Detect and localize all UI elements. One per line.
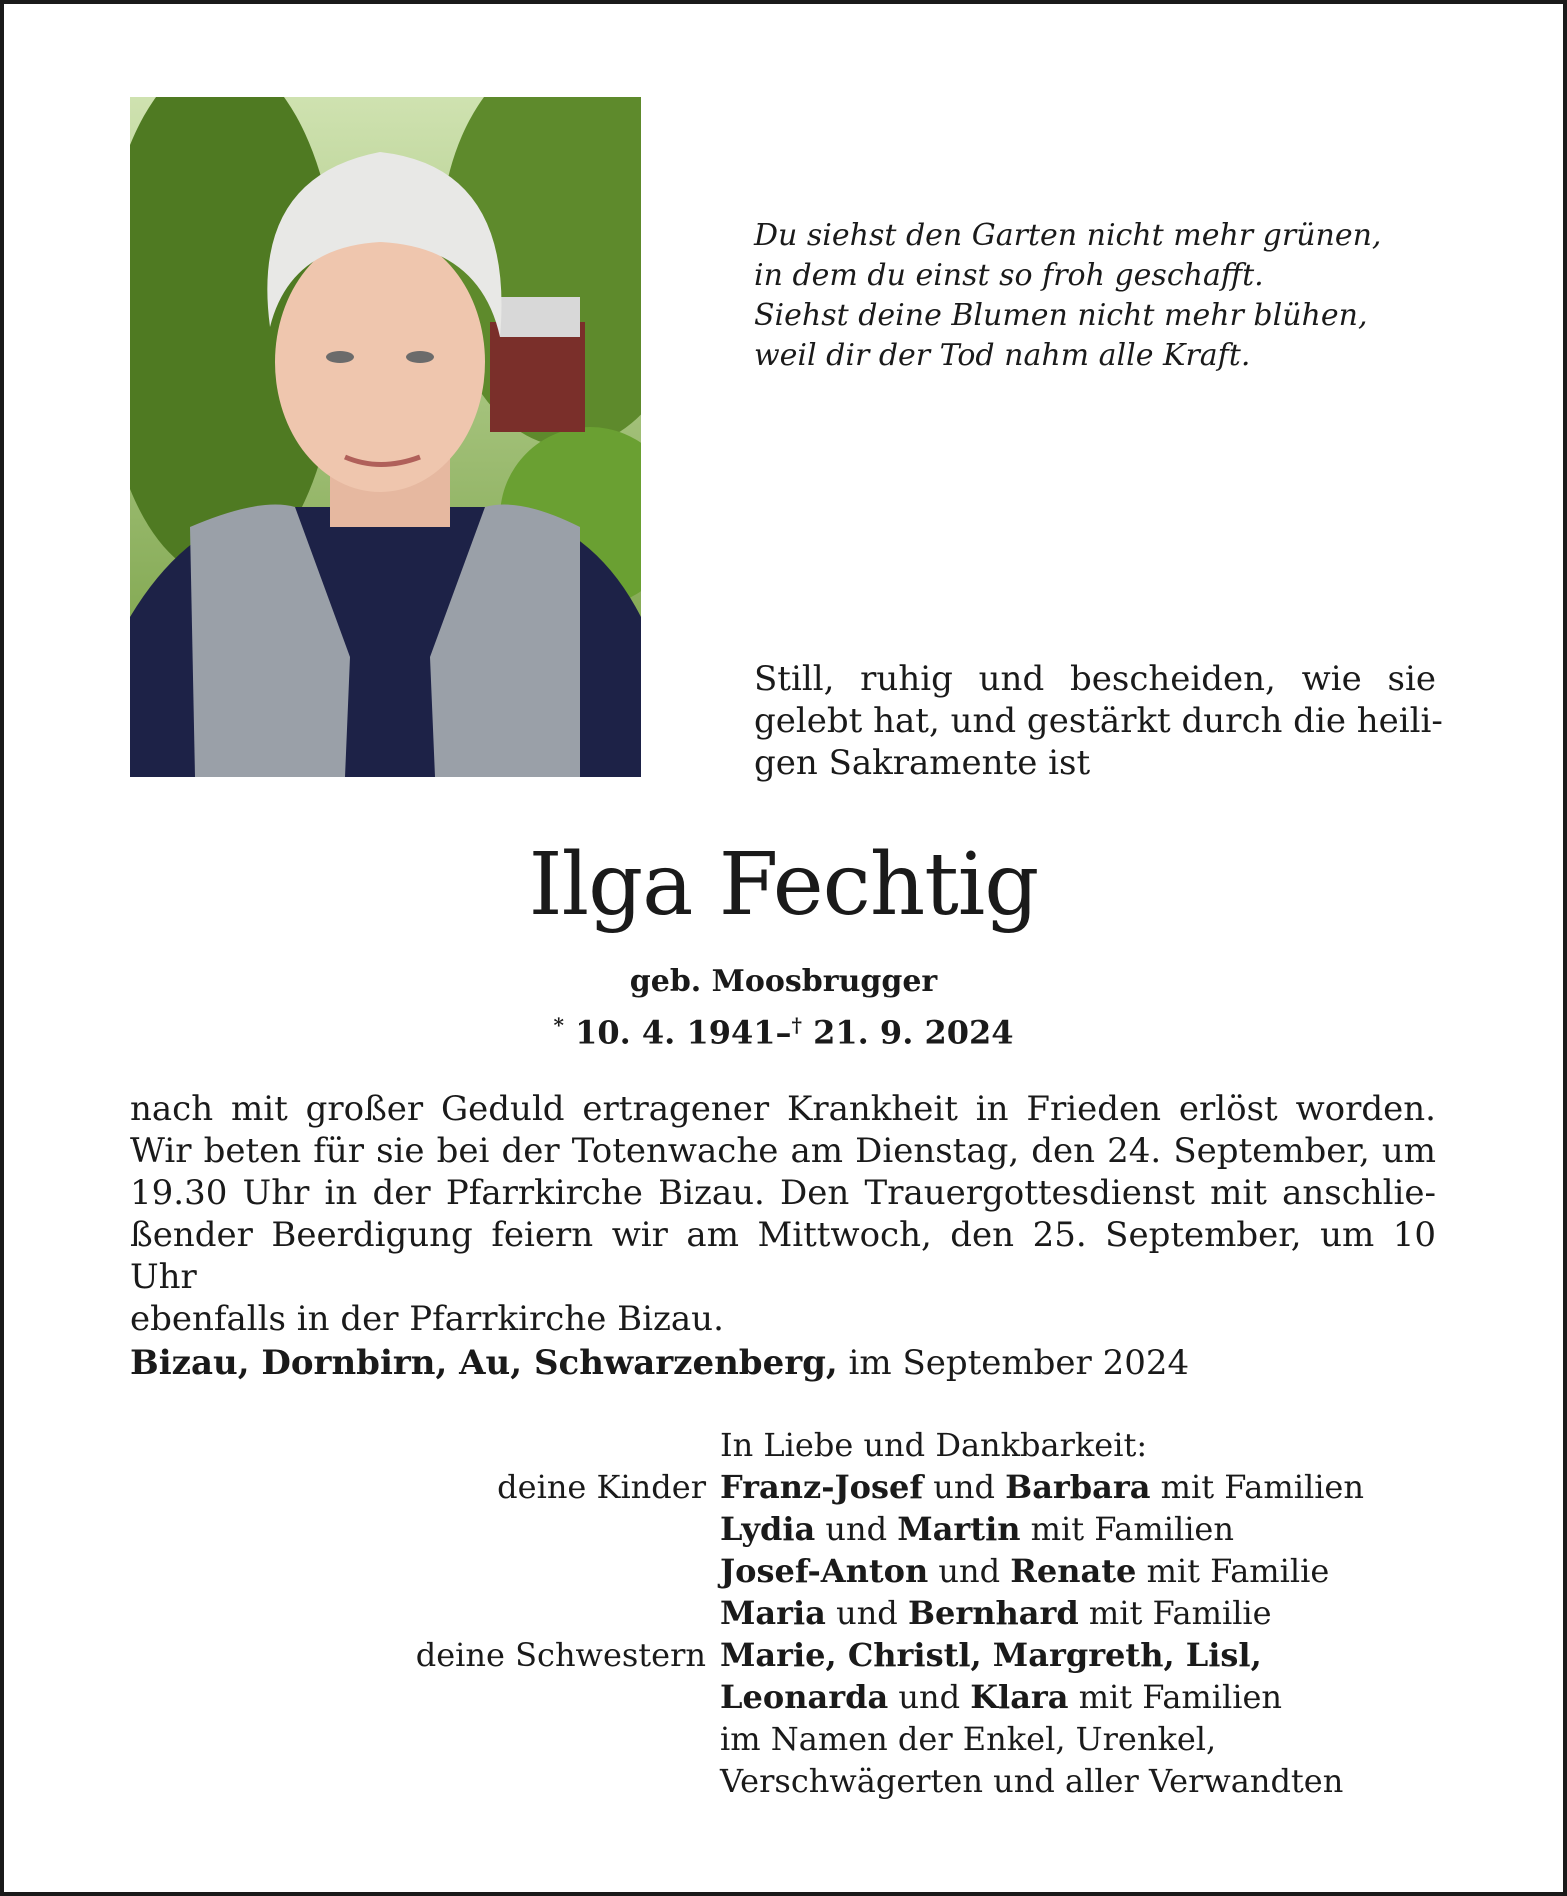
mourner-row: [130, 1508, 1436, 1550]
children-label: deine Kinder: [497, 1468, 706, 1506]
child-name: Lydia: [720, 1510, 816, 1548]
sibling-names: Marie, Christl, Margreth, Lisl,: [720, 1636, 1262, 1674]
family-suffix: mit Familie: [1088, 1594, 1272, 1632]
birth-date: 10. 4. 1941: [575, 1013, 776, 1052]
body-line: 19.30 Uhr in der Pfarrkirche Bizau. Den Trauergottesdienst mit anschlie-: [130, 1173, 1436, 1213]
family-suffix: mit Familie: [1146, 1552, 1330, 1590]
death-mark: †: [791, 1013, 802, 1037]
body-line: ebenfalls in der Pfarrkirche Bizau.: [130, 1299, 724, 1339]
spouse-name: Barbara: [1005, 1468, 1151, 1506]
portrait-photo: [130, 97, 641, 777]
mourner-row: [130, 1760, 1436, 1802]
body-line: ßender Beerdigung feiern wir am Mittwoch, den 25. September, um 10 Uhr: [130, 1215, 1436, 1297]
and-word: und: [836, 1594, 898, 1632]
mourners-heading: In Liebe und Dankbarkeit:: [720, 1426, 1148, 1464]
place-date: im September 2024: [848, 1343, 1190, 1383]
intro-line: Still, ruhig und bescheiden, wie sie: [754, 659, 1436, 699]
child-name: Josef-Anton: [720, 1552, 929, 1590]
mourner-row: [130, 1634, 1436, 1676]
siblings-label: deine Schwestern: [415, 1636, 706, 1674]
deceased-name: Ilga Fechtig: [528, 835, 1039, 935]
closing-line: im Namen der Enkel, Urenkel,: [720, 1720, 1217, 1758]
verse-line: weil dir der Tod nahm alle Kraft.: [754, 338, 1251, 373]
closing-line: Verschwägerten und aller Verwandten: [720, 1762, 1344, 1800]
intro-line: gelebt hat, und gestärkt durch die heili-: [754, 701, 1443, 741]
mourner-row: [130, 1550, 1436, 1592]
family-suffix: mit Familien: [1030, 1510, 1234, 1548]
intro-line: gen Sakramente ist: [754, 743, 1091, 783]
verse-line: in dem du einst so froh geschafft.: [754, 258, 1264, 293]
child-name: Maria: [720, 1594, 826, 1632]
body-line: nach mit großer Geduld ertragener Krankheit in Frieden erlöst worden.: [130, 1089, 1436, 1129]
and-word: und: [898, 1678, 961, 1716]
place-towns: Bizau, Dornbirn, Au, Schwarzenberg,: [130, 1343, 838, 1383]
sibling-name: Klara: [970, 1678, 1069, 1716]
sibling-name: Leonarda: [720, 1678, 889, 1716]
and-word: und: [933, 1468, 995, 1506]
poem-verse: [754, 216, 1454, 376]
and-word: und: [825, 1510, 888, 1548]
intro-text: [754, 658, 1443, 784]
death-date: 21. 9. 2024: [813, 1013, 1014, 1052]
child-name: Franz-Josef: [720, 1468, 924, 1506]
mourners-list: [130, 1424, 1436, 1802]
family-suffix: mit Familien: [1160, 1468, 1364, 1506]
mourner-row: [130, 1592, 1436, 1634]
family-suffix: mit Familien: [1078, 1678, 1282, 1716]
body-line: Wir beten für sie bei der Totenwache am Dienstag, den 24. September, um: [130, 1131, 1436, 1171]
mourner-row: [130, 1718, 1436, 1760]
place-date-line: [130, 1342, 1436, 1384]
spouse-name: Bernhard: [907, 1594, 1079, 1632]
spouse-name: Martin: [897, 1510, 1021, 1548]
life-dates: [0, 1004, 1567, 1054]
date-separator: –: [775, 1013, 792, 1052]
spouse-name: Renate: [1010, 1552, 1137, 1590]
verse-line: Siehst deine Blumen nicht mehr blühen,: [754, 298, 1368, 333]
mourner-row: [130, 1466, 1436, 1508]
announcement-body: [130, 1088, 1436, 1340]
birth-mark: *: [553, 1013, 564, 1037]
and-word: und: [938, 1552, 1001, 1590]
mourner-row: [130, 1676, 1436, 1718]
verse-line: Du siehst den Garten nicht mehr grünen,: [754, 218, 1382, 253]
maiden-name: geb. Moosbrugger: [629, 964, 938, 999]
